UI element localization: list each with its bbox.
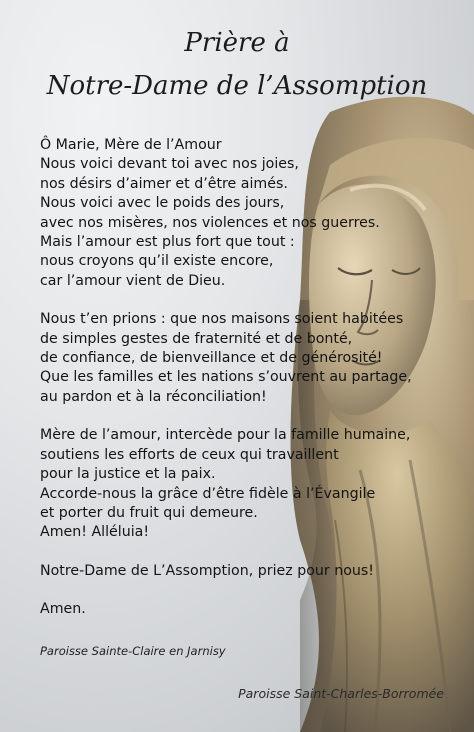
- amen-line: Amen.: [40, 601, 86, 618]
- prayer-line: Nous voici avec le poids des jours,: [40, 195, 285, 212]
- prayer-line: Amen! Alléluia!: [40, 524, 150, 541]
- prayer-line: Nous voici devant toi avec nos joies,: [40, 156, 299, 173]
- parish-signature-2: Paroisse Saint-Charles-Borromée: [238, 686, 444, 701]
- prayer-line: soutiens les efforts de ceux qui travaillent: [40, 446, 339, 463]
- prayer-line: avec nos misères, nos violences et nos guerres.: [40, 214, 380, 231]
- prayer-line: Nous t’en prions : que nos maisons soient habitées: [40, 311, 404, 328]
- closing-invocation: [40, 562, 450, 581]
- prayer-line: nous croyons qu’il existe encore,: [40, 253, 274, 270]
- stanza-2: [40, 310, 450, 407]
- parish-signature-1: Paroisse Sainte-Claire en Jarnisy: [40, 644, 226, 658]
- prayer-title: [0, 26, 474, 104]
- prayer-text: [40, 136, 450, 620]
- prayer-line: Mais l’amour est plus fort que tout :: [40, 234, 295, 251]
- closing-line: Notre-Dame de L’Assomption, priez pour nous!: [40, 562, 374, 579]
- title-line-2: Notre-Dame de l’Assomption: [46, 71, 428, 101]
- prayer-line: pour la justice et la paix.: [40, 466, 216, 483]
- stanza-1: [40, 136, 450, 291]
- prayer-line: de confiance, de bienveillance et de générosité!: [40, 350, 383, 367]
- prayer-line: car l’amour vient de Dieu.: [40, 272, 226, 289]
- prayer-line: Ô Marie, Mère de l’Amour: [40, 137, 222, 153]
- stanza-3: [40, 426, 450, 542]
- prayer-line: au pardon et à la réconciliation!: [40, 388, 267, 405]
- prayer-line: Accorde-nous la grâce d’être fidèle à l’Évangile: [40, 485, 376, 502]
- prayer-line: nos désirs d’aimer et d’être aimés.: [40, 175, 288, 192]
- title-line-1: Prière à: [184, 28, 290, 58]
- prayer-line: et porter du fruit qui demeure.: [40, 504, 258, 521]
- prayer-line: Mère de l’amour, intercède pour la famille humaine,: [40, 427, 411, 444]
- prayer-line: de simples gestes de fraternité et de bonté,: [40, 330, 353, 347]
- prayer-line: Que les familles et les nations s’ouvrent au partage,: [40, 369, 412, 386]
- amen: [40, 600, 450, 619]
